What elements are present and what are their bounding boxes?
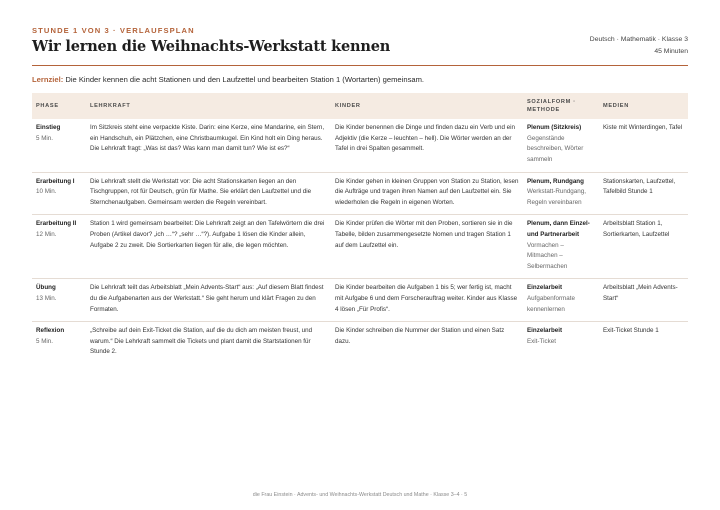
media-cell: Exit-Ticket Stunde 1 xyxy=(603,327,659,335)
phase-name: Erarbeitung I xyxy=(36,177,75,185)
social-form-main: Einzelarbeit xyxy=(527,284,563,292)
media-cell: Arbeitsblatt Station 1, Sortierkarten, Laufzettel xyxy=(599,215,688,279)
phase-name: Reflexion xyxy=(36,327,65,335)
social-form-cell xyxy=(523,172,599,215)
phase-duration: 12 Min. xyxy=(36,231,57,239)
kids-cell: Die Kinder gehen in kleinen Gruppen von Station zu Station, lesen die Aufträge und tragen ihren Namen auf den Laufzettel ein. Sie wiederholen die Regeln in eigenen Worten. xyxy=(331,172,523,215)
teacher-cell: Im Sitzkreis steht eine verpackte Kiste. Darin: eine Kerze, eine Mandarine, ein Stern, ein Handschuh, ein Plätzchen, eine Christbaumkugel. Ein Kind holt ein Ding heraus. Die Lehrkraft fragt: „Was ist das? Was kann man damit tun? Wie ist es?“ xyxy=(86,119,331,172)
header-media: MEDIEN xyxy=(599,93,688,119)
social-form-cell xyxy=(523,215,599,279)
teacher-cell: „Schreibe auf dein Exit-Ticket die Station, auf die du dich am meisten freust, und warum.“ Die Lehrkraft sammelt die Tickets und plant damit die Startstationen für Stunde 2. xyxy=(90,327,313,356)
phase-duration: 10 Min. xyxy=(36,188,57,196)
kids-cell: Die Kinder benennen die Dinge und finden dazu ein Verb und ein Adjektiv (die Kerze – leuchten – hell). Die Wörter werden an der Tafel in drei Spalten gesammelt. xyxy=(331,119,523,172)
social-form-cell xyxy=(523,279,599,322)
teacher-cell: Die Lehrkraft stellt die Werkstatt vor: Die acht Stationskarten liegen an den Tischgruppen, rot für Deutsch, grün für Mathe. Sie erklärt den Laufzettel und die Sternchenaufgaben. Gemeinsam werden die Regeln vereinbart. xyxy=(86,172,331,215)
header-phase: PHASE xyxy=(32,93,86,119)
social-form-method: Werkstatt-Rundgang, Regeln vereinbaren xyxy=(527,188,586,206)
page-title: Wir lernen die Weihnachts-Werkstatt kennen xyxy=(32,38,391,55)
subjects-label: Deutsch · Mathematik · Klasse 3 xyxy=(589,36,688,43)
header-divider xyxy=(32,65,688,66)
phase-cell xyxy=(32,172,86,215)
phase-duration: 13 Min. xyxy=(36,295,57,303)
table-row xyxy=(32,172,688,215)
social-form-cell xyxy=(523,322,599,364)
phase-cell xyxy=(32,322,86,364)
phase-duration: 5 Min. xyxy=(36,134,54,142)
lesson-meta xyxy=(590,34,688,58)
phase-cell xyxy=(32,215,86,279)
phase-name: Übung xyxy=(36,284,56,292)
table-row xyxy=(32,322,688,364)
page-footer: die Frau Einstein · Advents- und Weihnachts-Werkstatt Deutsch und Mathe · Klasse 3–4 · 5 xyxy=(252,492,468,498)
social-form-method: Gegenstände beschreiben, Wörter sammeln xyxy=(527,134,584,164)
social-form-method: Vormachen – Mitmachen – Selbermachen xyxy=(527,241,568,270)
social-form-main: Plenum, Rundgang xyxy=(527,177,584,185)
lesson-kicker: STUNDE 1 VON 3 · VERLAUFSPLAN xyxy=(32,26,195,35)
table-row xyxy=(32,119,688,172)
table-row xyxy=(32,279,688,322)
teacher-cell: Die Lehrkraft teilt das Arbeitsblatt „Mein Advents-Start“ aus: „Auf diesem Blatt findest du die Aufgabenarten aus der Werkstatt.“ Sie geht herum und klärt Fragen zu den Formaten. xyxy=(86,279,331,322)
media-cell: Arbeitsblatt „Mein Advents-Start“ xyxy=(599,279,688,322)
kids-cell: Die Kinder bearbeiten die Aufgaben 1 bis 5; wer fertig ist, macht mit Aufgabe 6 und dem Forscherauftrag weiter. Kinder aus Klasse 4 lösen „Für Profis“. xyxy=(331,279,523,322)
phase-duration: 5 Min. xyxy=(36,337,54,345)
duration-label: 45 Minuten xyxy=(654,48,688,55)
learning-goal-label: Lernziel: xyxy=(32,75,64,85)
social-form-main: Plenum (Sitzkreis) xyxy=(527,124,582,132)
phase-name: Einstieg xyxy=(36,124,61,132)
social-form-method: Exit-Ticket xyxy=(527,337,556,345)
header-kids: KINDER xyxy=(331,93,523,119)
media-cell: Stationskarten, Laufzettel, Tafelbild Stunde 1 xyxy=(599,172,688,215)
table-row xyxy=(32,215,688,279)
social-form-cell xyxy=(523,119,599,172)
kids-cell: Die Kinder schreiben die Nummer der Station und einen Satz dazu. xyxy=(335,327,505,345)
header-teacher: LEHRKRAFT xyxy=(86,93,331,119)
social-form-main: Plenum, dann Einzel- und Partnerarbeit xyxy=(527,220,590,239)
social-form-main: Einzelarbeit xyxy=(527,327,563,335)
kids-cell: Die Kinder prüfen die Wörter mit den Proben, sortieren sie in die Tabelle, bilden zusammengesetzte Nomen und tragen Station 1 auf dem Laufzettel ein. xyxy=(331,215,523,279)
learning-goal-text: Die Kinder kennen die acht Stationen und den Laufzettel und bearbeiten Station 1 (Wortarten) gemeinsam. xyxy=(63,75,425,85)
phase-cell xyxy=(32,119,86,172)
lesson-plan-page xyxy=(32,26,688,364)
phase-cell xyxy=(32,279,86,322)
header-social-form: SOZIALFORM · METHODE xyxy=(523,93,599,119)
page-header xyxy=(32,26,688,58)
lesson-plan-table xyxy=(32,93,688,364)
teacher-cell: Station 1 wird gemeinsam bearbeitet: Die Lehrkraft zeigt an den Tafelwörtern die drei Proben (Artikel davor? „ich …“? „sehr …“?). Aufgabe 1 lösen die Kinder allein, Aufgabe 2 zu zweit. Die Sortierkarten liegen für alle, die legen möchten. xyxy=(86,215,331,279)
header-left xyxy=(32,26,390,55)
phase-name: Erarbeitung II xyxy=(36,220,77,228)
media-cell: Kiste mit Winterdingen, Tafel xyxy=(599,119,688,172)
learning-goal xyxy=(32,75,688,84)
social-form-method: Aufgabenformate kennenlernen xyxy=(527,295,575,313)
table-header-row xyxy=(32,93,688,119)
